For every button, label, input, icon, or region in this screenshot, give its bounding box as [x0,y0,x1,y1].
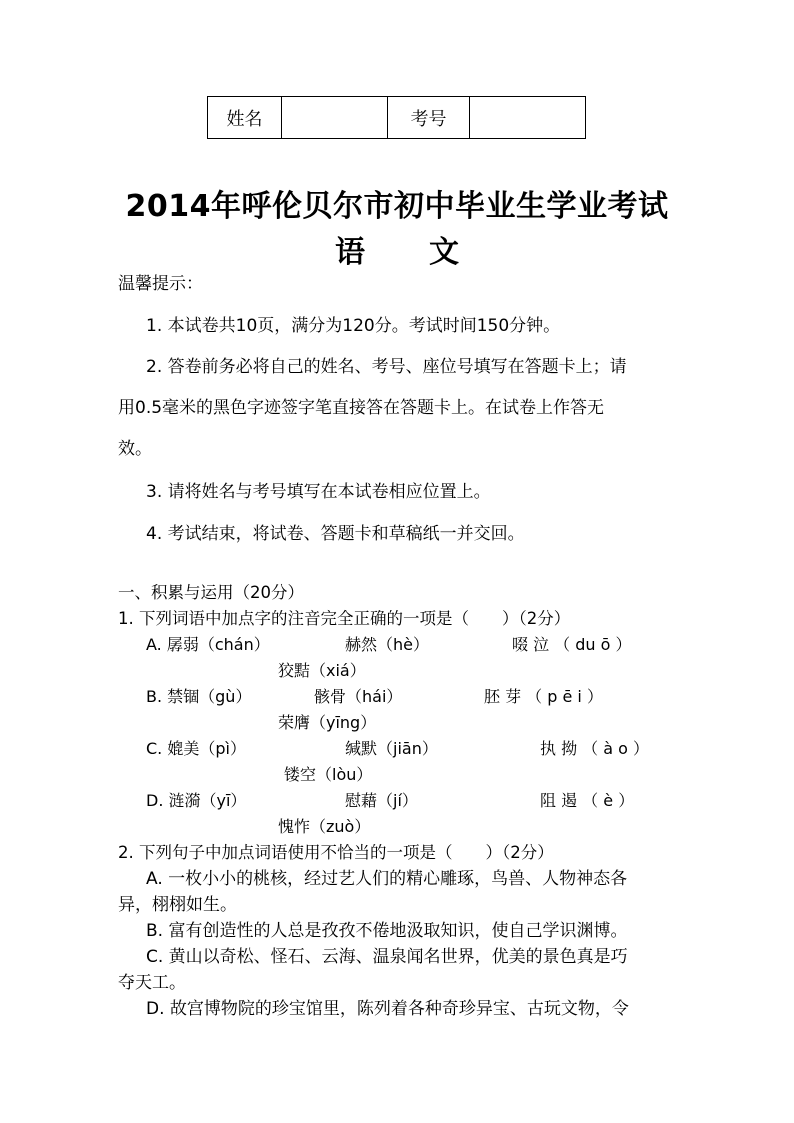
tip-2-line-1: 2. 答卷前务必将自己的姓名、考号、座位号填写在答题卡上；请 [146,357,627,377]
q1-option-d-word-4: 愧怍（zuò） [278,817,371,836]
exam-title: 2014年呼伦贝尔市初中毕业生学业考试 [125,189,669,224]
question-1-stem: 1. 下列词语中加点字的注音完全正确的一项是（ ）（2分） [118,609,571,628]
q2-option-a-line-1: A. 一枚小小的桃核，经过艺人们的精心雕琢，鸟兽、人物神态各 [146,869,628,889]
q1-option-a-word-1: A. 孱弱（chán） [146,635,270,654]
q2-option-c-line-2: 夺天工。 [118,973,186,993]
subject-char-2: 文 [429,235,459,270]
q1-option-a-word-3: 啜 泣 （ du ō ） [512,635,632,654]
subject-title [0,227,794,271]
q1-option-b-word-1: B. 禁锢（gù） [146,687,252,706]
tip-1: 1. 本试卷共10页，满分为120分。考试时间150分钟。 [146,316,561,336]
tip-3: 3. 请将姓名与考号填写在本试卷相应位置上。 [146,482,491,502]
q1-option-b-word-4: 荣膺（yīng） [278,713,377,732]
tip-4: 4. 考试结束，将试卷、答题卡和草稿纸一并交回。 [146,524,525,544]
exam-number-field[interactable] [470,97,586,139]
q1-option-d-word-3: 阻 遏 （ è ） [540,791,635,810]
q2-option-a-line-2: 异，栩栩如生。 [118,895,237,915]
q1-option-d-word-1: D. 涟漪（yī） [146,791,247,810]
question-2-stem: 2. 下列句子中加点词语使用不恰当的一项是（ ）（2分） [118,843,554,862]
q1-option-c-word-1: C. 媲美（pì） [146,739,246,758]
name-label: 姓名 [208,97,282,139]
subject-char-1: 语 [335,235,365,270]
q2-option-c-line-1: C. 黄山以奇松、怪石、云海、温泉闻名世界，优美的景色真是巧 [146,947,628,967]
exam-number-label: 考号 [388,97,470,139]
q2-option-d-line-1: D. 故宫博物院的珍宝馆里，陈列着各种奇珍异宝、古玩文物，令 [146,999,629,1019]
tip-2-line-2: 用0.5毫米的黑色字迹签字笔直接答在答题卡上。在试卷上作答无 [118,398,605,418]
q1-option-c-word-2: 缄默（jiān） [345,739,438,758]
q1-option-b-word-2: 骸骨（hái） [314,687,403,706]
tips-heading: 温馨提示： [118,274,203,294]
section-1-heading: 一、积累与运用（20分） [118,583,304,602]
q1-option-c-word-4: 镂空（lòu） [284,765,373,784]
q2-option-b-line-1: B. 富有创造性的人总是孜孜不倦地汲取知识，使自己学识渊博。 [146,921,628,941]
q1-option-d-word-2: 慰藉（jí） [345,791,418,810]
q1-option-b-word-3: 胚 芽 （ p ē i ） [484,687,603,706]
q1-option-a-word-4: 狡黠（xiá） [278,661,366,680]
q1-option-a-word-2: 赫然（hè） [345,635,429,654]
name-field[interactable] [282,97,388,139]
tip-2-line-3: 效。 [118,439,152,459]
q1-option-c-word-3: 执 拗 （ à o ） [540,739,650,758]
student-info-table [207,96,586,139]
